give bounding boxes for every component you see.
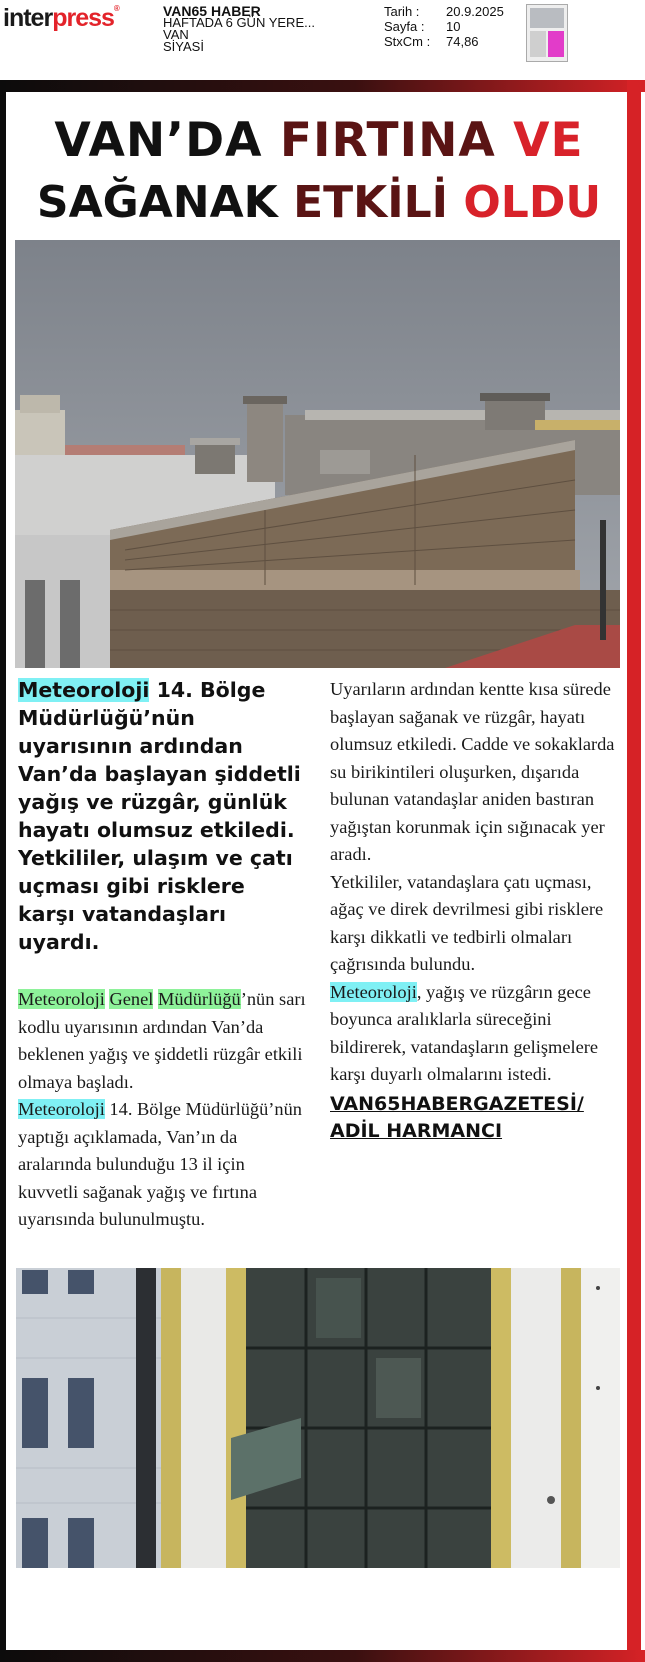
article-byline [330, 1091, 622, 1145]
headline-word: VE [513, 113, 584, 168]
headline-word: ETKİLİ [293, 177, 449, 228]
publication-section: SİYASİ [163, 39, 204, 54]
publication-info [163, 5, 315, 53]
highlighted-term: Meteoroloji [18, 989, 105, 1009]
body-paragraph [330, 979, 622, 1089]
lead-text: 14. Bölge Müdürlüğü’nün uyarısının ardından Van’da başlayan şiddetli yağış ve rüzgâr, günlük hayatı olumsuz etkiledi. Yetkililer, ulaşım ve çatı uçması gibi risklere karşı vatandaşları uyardı. [18, 678, 301, 954]
frame-left-border [0, 80, 6, 1662]
article-lead [18, 676, 306, 956]
logo-main-text: inter [3, 4, 53, 32]
highlighted-term: Müdürlüğü [157, 989, 241, 1009]
clipping-meta [384, 4, 504, 49]
logo-accent-text: press [52, 4, 114, 32]
publication-frequency: HAFTADA 6 GÜN YERE... [163, 15, 315, 30]
registered-mark: ® [113, 4, 119, 13]
page-value: 10 [446, 19, 461, 34]
paragraph-text: , yağış ve rüzgârın gece boyunca aralıklarla süreceğini bildirerek, vatandaşların gelişmelere karşı duyarlı olmalarını istedi. [330, 981, 599, 1084]
highlighted-term: Meteoroloji [330, 981, 417, 1002]
publication-city: VAN [163, 27, 189, 42]
rooftops-photo [15, 240, 620, 668]
page-label: Sayfa : [384, 19, 425, 34]
paragraph-text: ’nün sarı kodlu uyarısının ardından Van’da beklenen yağış ve şiddetli rüzgâr etkili olmaya başladı. [18, 989, 306, 1092]
highlighted-term: Genel [109, 989, 154, 1009]
body-paragraph: Yetkililer, vatandaşlara çatı uçması, ağaç ve direk devrilmesi gibi risklere karşı dikkatli ve tedbirli olmaları çağrısında bulundu. [330, 871, 604, 974]
frame-bottom-border [0, 1650, 645, 1662]
interpress-logo [3, 4, 119, 33]
headline-word: SAĞANAK [36, 177, 278, 228]
headline-word: VAN’DA [54, 113, 263, 168]
article-column-left [18, 676, 306, 1234]
byline-source: VAN65HABERGAZETESİ/ [330, 1092, 584, 1115]
building-facade-photo [16, 1268, 620, 1568]
highlighted-term: Meteoroloji [18, 1099, 105, 1119]
article-headline [14, 110, 624, 234]
paragraph-text: 14. Bölge Müdürlüğü’nün yaptığı açıklamada, Van’ın da aralarında bulunduğu 13 il için kuvvetli sağanak yağış ve fırtına uyarısında bulunulmuştu. [18, 1099, 303, 1229]
body-paragraph [18, 1096, 306, 1234]
publication-name: VAN65 HABER [163, 3, 261, 19]
page-thumbnail[interactable] [526, 4, 568, 62]
date-value: 20.9.2025 [446, 4, 504, 19]
article-column-right [330, 676, 622, 1145]
headline-word: FIRTINA [279, 113, 496, 168]
body-paragraph [18, 986, 306, 1096]
frame-right-border [627, 80, 641, 1662]
body-paragraph: Uyarıların ardından kentte kısa sürede başlayan sağanak ve rüzgâr, hayatı olumsuz etkiledi. Cadde ve sokaklarda su birikintileri oluşurken, dışarıda bulunan vatandaşlar aniden bastıran yağıştan korunmak için sığınacak yer aradı. [330, 679, 615, 864]
highlighted-term: Meteoroloji [18, 678, 150, 702]
frame-top-border [0, 80, 645, 92]
headline-word: OLDU [463, 177, 602, 228]
size-value: 74,86 [446, 34, 479, 49]
size-label: StxCm : [384, 34, 431, 49]
date-label: Tarih : [384, 4, 420, 19]
byline-author: ADİL HARMANCI [330, 1119, 503, 1142]
clipping-header [0, 0, 645, 78]
